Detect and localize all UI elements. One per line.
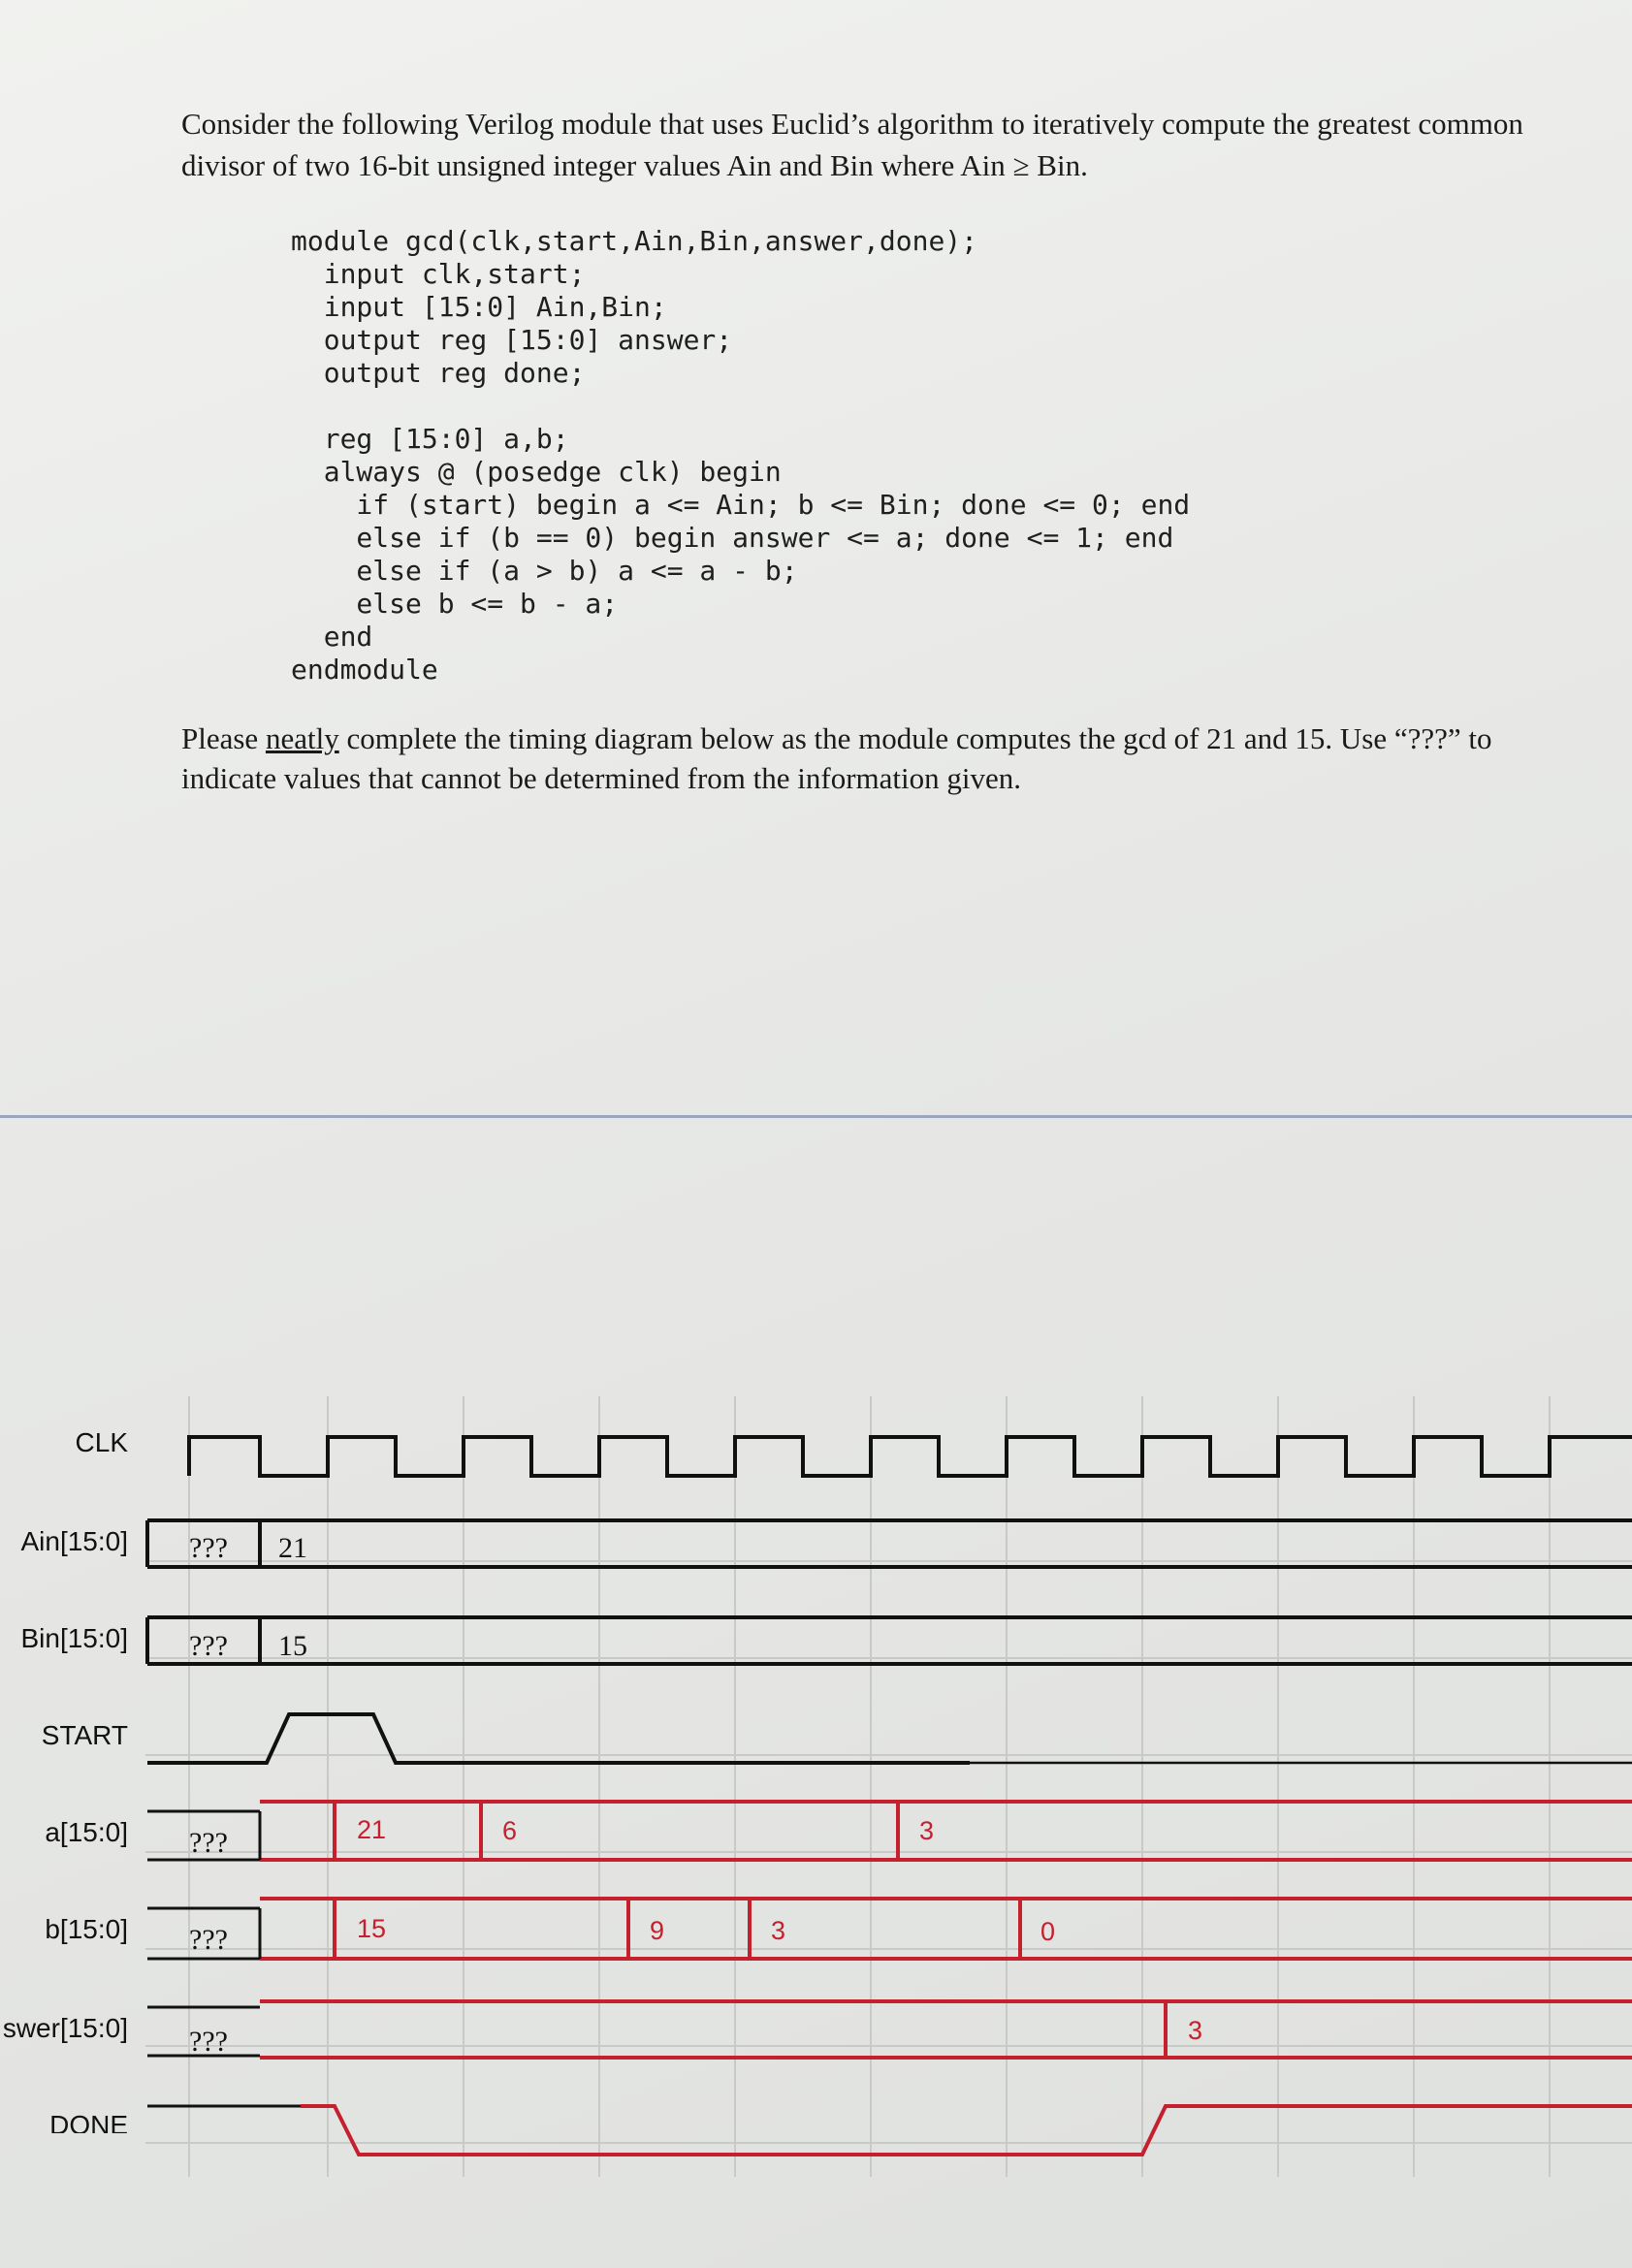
a-value-1: 21 [357,1815,387,1844]
code-line: input clk,start; [291,258,586,290]
code-line: reg [15:0] a,b; [291,423,569,455]
label-b: b[15:0] [45,1914,128,1944]
page-separator [0,1115,1632,1118]
label-answer: swer[15:0] [2,2013,128,2043]
code-line: else b <= b - a; [291,588,619,620]
label-ain: Ain[15:0] [20,1526,128,1556]
label-done: DONE [49,2110,128,2133]
label-start: START [41,1720,128,1750]
b-value-1: 15 [357,1914,387,1943]
bin-value: 15 [278,1630,307,1662]
code-line: endmodule [291,654,438,686]
diagram-grid [145,1396,1632,2177]
answer-bus [147,2001,1632,2058]
code-line: always @ (posedge clk) begin [291,456,782,488]
a-initial: ??? [189,1827,228,1859]
done-waveform [147,2106,1632,2155]
instructions-underlined: neatly [265,721,339,755]
b-value-2: 9 [650,1916,665,1945]
code-line: else if (b == 0) begin answer <= a; done <= 1; end [291,522,1174,554]
code-line: input [15:0] Ain,Bin; [291,291,667,323]
a-value-3: 3 [919,1816,935,1845]
code-line: if (start) begin a <= Ain; b <= Bin; done <= 0; end [291,489,1191,521]
code-line: end [291,621,373,653]
verilog-code [291,225,1190,687]
ain-bus [147,1520,1632,1567]
b-initial: ??? [189,1924,228,1956]
instructions-pre: Please [181,721,266,755]
instructions [181,719,1578,798]
instructions-post: complete the timing diagram below as the module computes the gcd of 21 and 15. Use “???” to indicate values that cannot be determined from the information given. [181,721,1492,795]
code-line: else if (a > b) a <= a - b; [291,555,798,587]
code-line: output reg done; [291,357,586,389]
b-value-4: 0 [1040,1917,1056,1946]
a-value-2: 6 [502,1816,518,1845]
timing-diagram-svg [0,1358,1632,2191]
label-a: a[15:0] [45,1817,128,1847]
code-line: module gcd(clk,start,Ain,Bin,answer,done); [291,225,978,257]
b-value-3: 3 [771,1916,786,1945]
label-clk: CLK [75,1427,128,1457]
label-bin: Bin[15:0] [20,1623,128,1653]
code-line: output reg [15:0] answer; [291,324,733,356]
answer-value: 3 [1188,2016,1203,2045]
answer-initial: ??? [189,2026,228,2058]
bin-initial: ??? [189,1630,228,1662]
intro-text: Consider the following Verilog module that uses Euclid’s algorithm to iteratively compute the greatest common divisor of two 16-bit unsigned integer values Ain and Bin where Ain ≥ Bin. [181,107,1523,182]
ain-initial: ??? [189,1532,228,1564]
ain-value: 21 [278,1532,307,1564]
clk-waveform [189,1437,1632,1476]
bin-bus [147,1617,1632,1664]
